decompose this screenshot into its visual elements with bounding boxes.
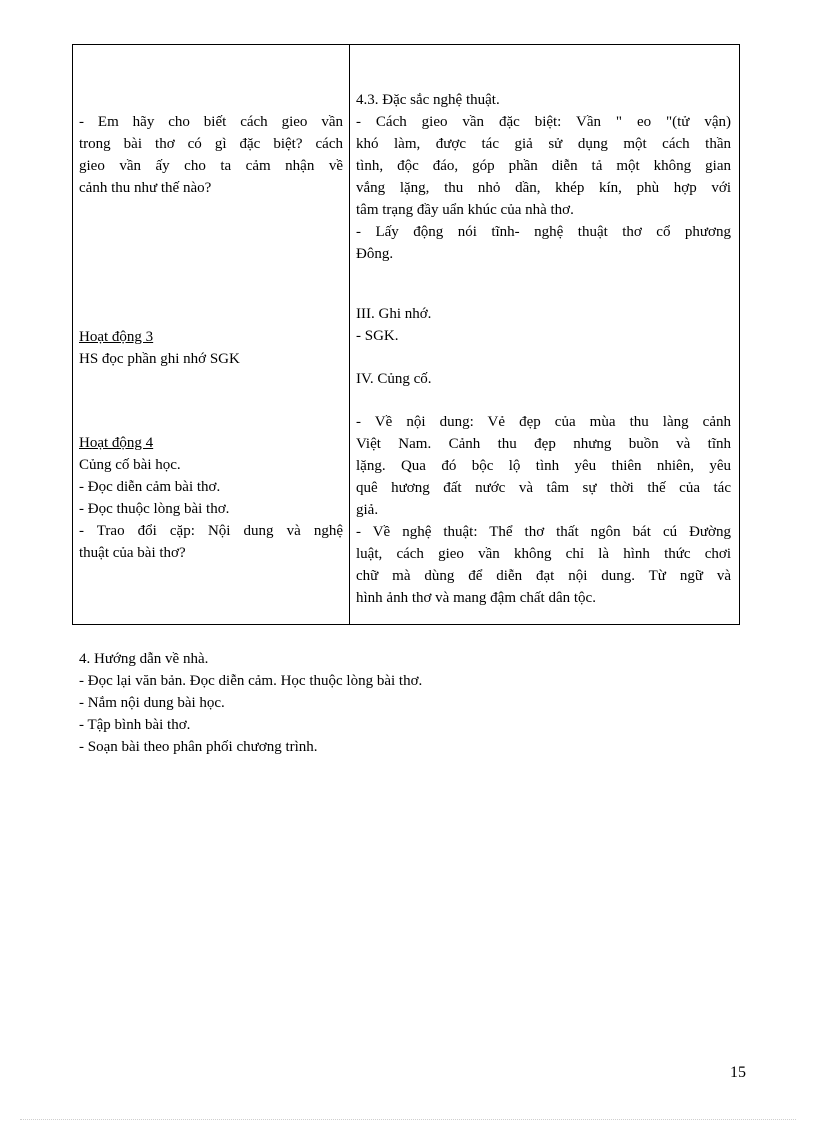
page-number: 15 [730, 1064, 746, 1081]
activity-4-heading: Hoạt động 4 [79, 435, 154, 451]
memo-line: - SGK. [356, 328, 399, 344]
art-features-line: tình, độc đáo, góp phần diễn tả một không gian [356, 158, 731, 174]
activity-4-block [79, 432, 343, 564]
art-features-line: khó làm, được tác giả sử dụng một cách thần [356, 136, 731, 152]
summary-line: giả. [356, 502, 379, 518]
activity-4-line: thuật của bài thơ? [79, 545, 186, 561]
homework-title: 4. Hướng dẫn về nhà. [79, 651, 209, 667]
summary-line: chữ mà dùng để diễn đạt nội dung. Từ ngữ và [356, 568, 731, 584]
activity-3-block [79, 326, 343, 370]
activity-4-line: - Đọc diễn cảm bài thơ. [79, 479, 221, 495]
question-block [79, 111, 343, 199]
art-features-line: - Cách gieo vần đặc biệt: Vần " eo "(tử vận) [356, 114, 731, 130]
art-features-line: Đông. [356, 246, 394, 262]
homework-item: - Nắm nội dung bài học. [79, 695, 225, 711]
homework-item: - Đọc lại văn bản. Đọc diễn cảm. Học thuộc lòng bài thơ. [79, 673, 423, 689]
summary-line: - Về nội dung: Vẻ đẹp của mùa thu làng cảnh [356, 414, 731, 430]
art-features-line: tâm trạng đầy uẩn khúc của nhà thơ. [356, 202, 574, 218]
summary-block [356, 411, 731, 609]
activity-4-line: Củng cố bài học. [79, 457, 181, 473]
summary-line: Việt Nam. Cảnh thu đẹp nhưng buồn và tĩnh [356, 436, 731, 452]
art-features-line: vắng lặng, thu nhỏ dần, khép kín, phù hợp với [356, 180, 731, 196]
activity-3-text: HS đọc phần ghi nhớ SGK [79, 351, 240, 367]
summary-line: luật, cách gieo vần không chỉ là hình thức chơi [356, 546, 731, 562]
homework-item: - Tập bình bài thơ. [79, 717, 191, 733]
lesson-table [72, 44, 740, 625]
teacher-activity-column [73, 45, 350, 624]
question-line: cảnh thu như thế nào? [79, 180, 212, 196]
summary-line: lặng. Qua đó bộc lộ tình yêu thiên nhiên, yêu [356, 458, 731, 474]
activity-4-line: - Trao đổi cặp: Nội dung và nghệ [79, 523, 343, 539]
art-features-line: - Lấy động nói tĩnh- nghệ thuật thơ cổ phương [356, 224, 731, 240]
summary-line: quê hương đất nước và tâm sự thời thế của tác [356, 480, 731, 496]
summary-line: hình ảnh thơ và mang đậm chất dân tộc. [356, 590, 596, 606]
activity-4-line: - Đọc thuộc lòng bài thơ. [79, 501, 230, 517]
summary-line: - Về nghệ thuật: Thể thơ thất ngôn bát cú Đường [356, 524, 731, 540]
activity-3-heading: Hoạt động 3 [79, 329, 154, 345]
consolidate-title: IV. Củng cố. [356, 371, 432, 387]
memo-title: III. Ghi nhớ. [356, 306, 432, 322]
memo-block [356, 303, 731, 347]
homework-item: - Soạn bài theo phân phối chương trình. [79, 739, 318, 755]
question-line: - Em hãy cho biết cách gieo vần [79, 114, 343, 130]
content-column [350, 45, 739, 624]
question-line: gieo vần ấy cho ta cảm nhận về [79, 158, 343, 174]
homework-section [79, 648, 739, 758]
art-features-block [356, 89, 731, 265]
footer-divider [20, 1119, 796, 1120]
art-features-title: 4.3. Đặc sắc nghệ thuật. [356, 92, 500, 108]
question-line: trong bài thơ có gì đặc biệt? cách [79, 136, 343, 152]
